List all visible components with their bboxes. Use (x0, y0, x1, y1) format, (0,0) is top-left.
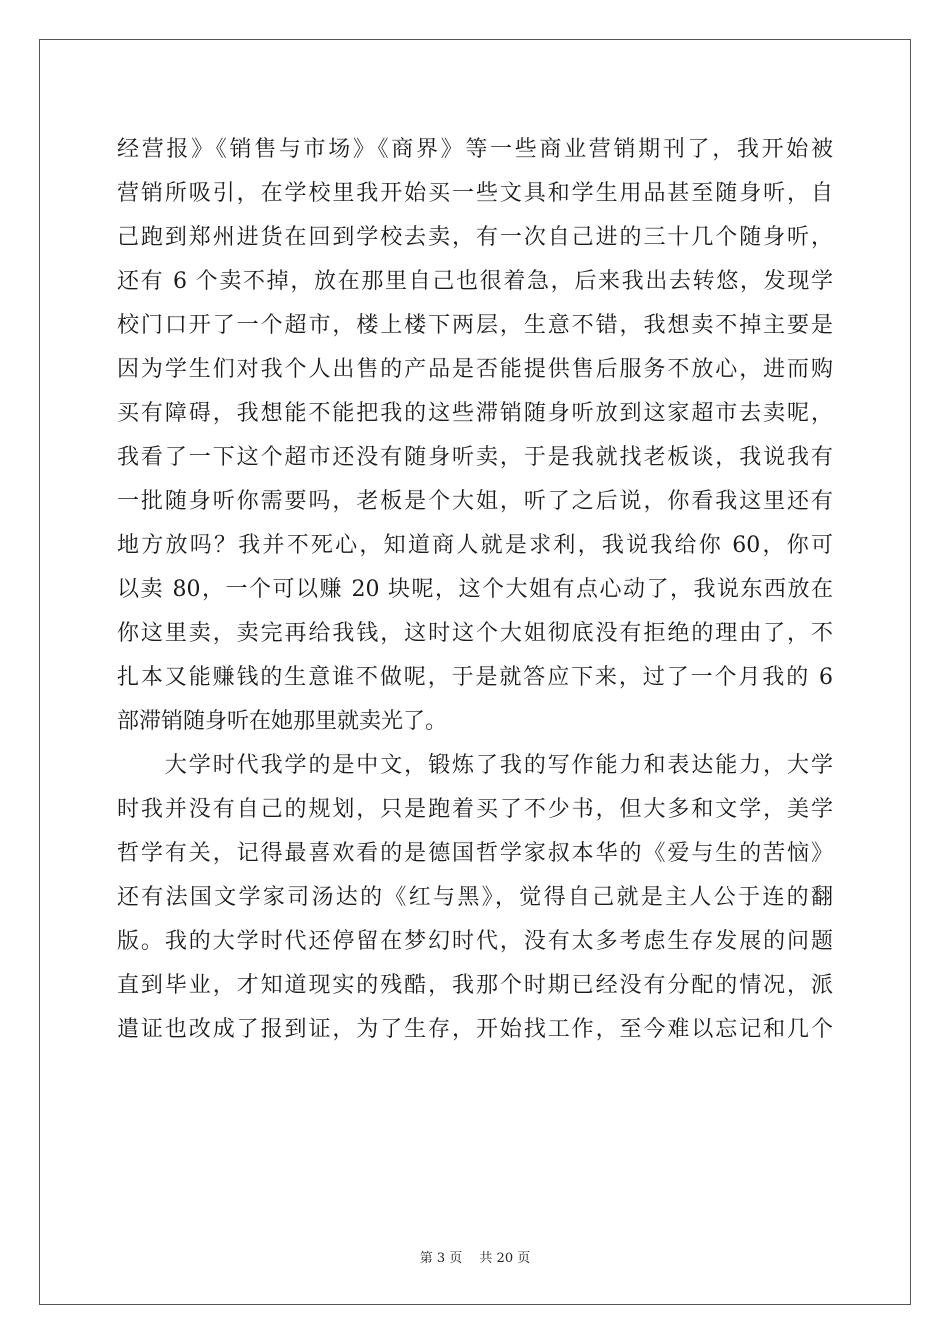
text-line: 哲学有关，记得最喜欢看的是德国哲学家叔本华的《爱与生的苦恼》 (117, 841, 833, 866)
text-line: 一批随身听你需要吗，老板是个大姐，听了之后说，你看我这里还有 (117, 489, 833, 514)
text-line: 地方放吗？我并不死心，知道商人就是求利，我说我给你 60，你可 (117, 533, 833, 558)
document-body (117, 128, 833, 1052)
text-line: 扎本又能赚钱的生意谁不做呢，于是就答应下来，过了一个月我的 6 (117, 665, 833, 690)
text-line: 直到毕业，才知道现实的残酷，我那个时期已经没有分配的情况，派 (117, 973, 833, 998)
text-line: 遣证也改成了报到证，为了生存，开始找工作，至今难以忘记和几个 (117, 1017, 833, 1042)
text-line: 时我并没有自己的规划，只是跑着买了不少书，但大多和文学，美学 (117, 797, 833, 822)
text-line: 以卖 80，一个可以赚 20 块呢，这个大姐有点心动了，我说东西放在 (117, 577, 833, 602)
text-line: 还有 6 个卖不掉，放在那里自己也很着急，后来我出去转悠，发现学 (117, 269, 833, 294)
text-line: 还有法国文学家司汤达的《红与黑》，觉得自己就是主人公于连的翻 (117, 885, 833, 910)
text-line: 大学时代我学的是中文，锻炼了我的写作能力和表达能力，大学 (117, 753, 833, 778)
text-line: 买有障碍，我想能不能把我的这些滞销随身听放到这家超市去卖呢， (117, 401, 833, 426)
text-line: 校门口开了一个超市，楼上楼下两层，生意不错，我想卖不掉主要是 (117, 313, 833, 338)
page-number-footer: 第 3 页 共 20 页 (419, 1251, 531, 1266)
text-line: 营销所吸引，在学校里我开始买一些文具和学生用品甚至随身听，自 (117, 181, 833, 206)
text-line: 部滞销随身听在她那里就卖光了。 (117, 709, 448, 734)
text-line: 你这里卖，卖完再给我钱，这时这个大姐彻底没有拒绝的理由了，不 (117, 621, 833, 646)
text-line: 版。我的大学时代还停留在梦幻时代，没有太多考虑生存发展的问题 (117, 929, 833, 954)
text-line: 经营报》《销售与市场》《商界》等一些商业营销期刊了，我开始被 (117, 137, 833, 162)
text-line: 因为学生们对我个人出售的产品是否能提供售后服务不放心，进而购 (117, 357, 833, 382)
text-line: 我看了一下这个超市还没有随身听卖，于是我就找老板谈，我说我有 (117, 445, 833, 470)
text-line: 己跑到郑州进货在回到学校去卖，有一次自己进的三十几个随身听， (117, 225, 833, 250)
